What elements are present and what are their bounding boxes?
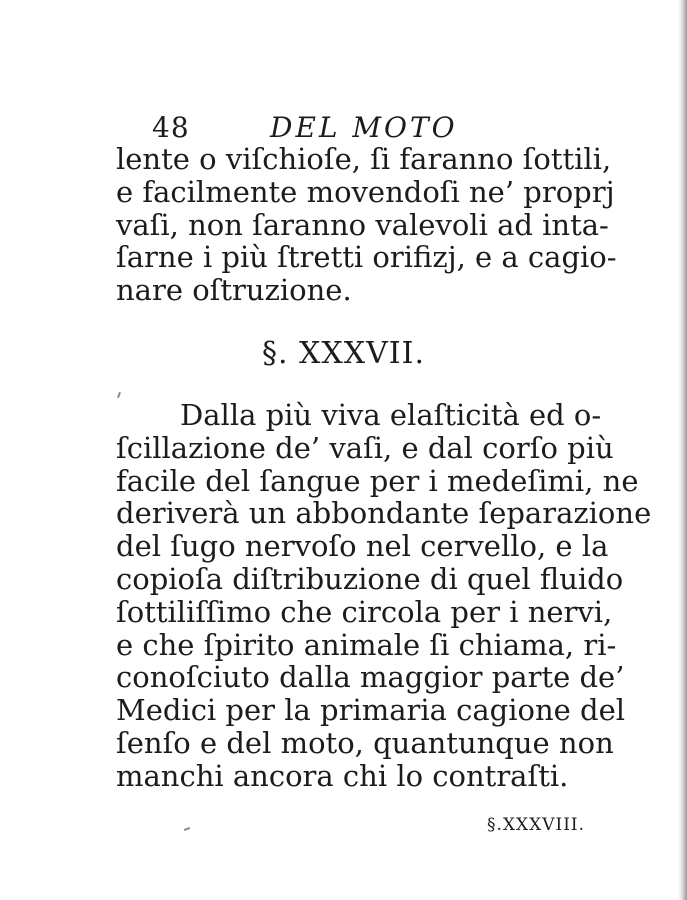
running-head [152,111,602,145]
text-line: nare oſtruzione. [116,273,352,308]
text-line: ſcillazione de’ vaſi, e dal corſo più [116,430,614,465]
running-title: DEL MOTO [270,111,458,144]
ink-speck [184,827,190,831]
text-line: copioſa diſtribuzione di quel fluido [116,561,624,596]
text-line: ſarne i più ſtretti orifizj, e a cagio- [116,240,617,275]
text-line: facile del ſangue per i medeſimi, ne [116,463,639,498]
paragraph-continued [116,142,617,308]
text-line: lente o viſchioſe, ſi faranno ſottili, [116,142,612,176]
paragraph-section [116,398,652,793]
text-line: del ſugo nervoſo nel cervello, e la [116,529,609,564]
text-line: e che ſpirito animale ſi chiama, ri- [116,627,617,662]
text-line: e facilmente movendoſi ne’ proprj [116,174,615,209]
ink-speck [117,392,121,398]
page-edge-shadow [678,0,687,900]
text-line: ſottiliſſimo che circola per i nervi, [116,594,613,629]
page-number: 48 [152,111,190,144]
catchword: §.XXXVIII. [487,815,586,835]
text-line: ſenſo e del moto, quantunque non [116,725,614,760]
text-line: conoſciuto dalla maggior parte de’ [116,660,625,695]
text-line: manchi ancora chi lo contraſti. [116,758,569,793]
text-line: deriverà un abbondante ſeparazione [116,496,652,531]
text-line: Medici per la primaria cagione del [116,693,626,728]
section-heading: §. XXXVII. [261,336,426,371]
text-line: vaſi, non ſaranno valevoli ad inta- [116,207,609,242]
text-line: Dalla più viva elaſticità ed o- [180,398,602,432]
